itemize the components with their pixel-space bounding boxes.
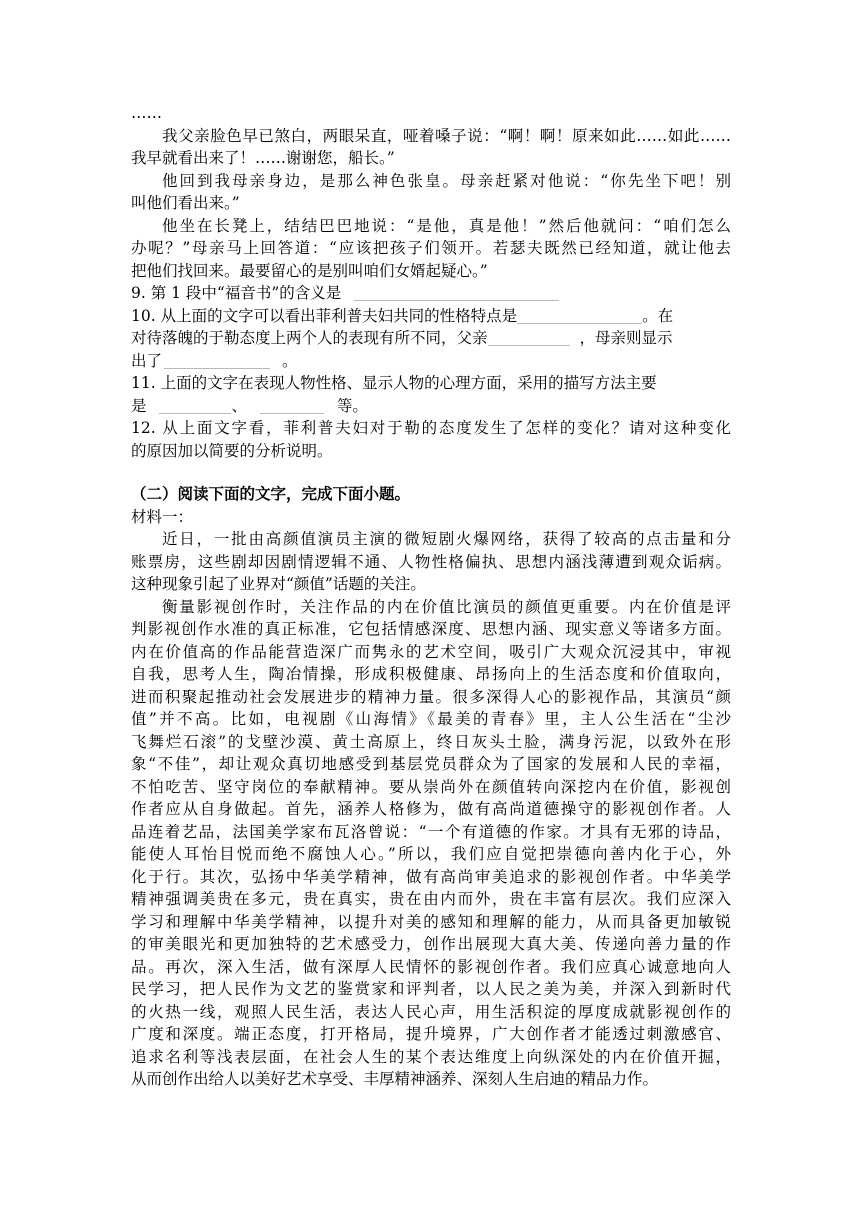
material-line: 衡量影视创作时，关注作品的内在价值比演员的颜值更重要。内在价值是评 <box>162 597 731 616</box>
answer-blank-q9[interactable] <box>354 284 559 301</box>
answer-blank-q11-method-1[interactable] <box>159 397 231 414</box>
section-title: （二）阅读下面的文字，完成下面小题。 <box>131 484 411 503</box>
material-line: 化于行。其次，弘扬中华美学精神，做有高尚审美追求的影视创作者。中华美学 <box>131 867 731 886</box>
question-9 <box>131 282 731 305</box>
answer-blank-q11-method-2[interactable] <box>260 397 324 414</box>
question-11-text: 是 <box>131 396 147 415</box>
question-10-text: 。 <box>282 351 298 370</box>
question-11: 11. 上面的文字在表现人物性格、显示人物的心理方面，采用的描写方法主要 <box>131 374 657 392</box>
story-paragraph-1: 我父亲脸色早已煞白，两眼呆直，哑着嗓子说：“啊！啊！原来如此……如此…… <box>162 126 731 145</box>
document-page <box>131 102 731 1091</box>
material-line: 作者应从自身做起。首先，涵养人格修为，做有高尚道德操守的影视创作者。人 <box>131 800 731 818</box>
story-paragraph-3: 他坐在长凳上，结结巴巴地说：“是他，真是他！”然后他就问：“咱们怎么 <box>162 216 731 235</box>
material-line: 的火热一线，观照人民生活，表达人民心声，用生活积淀的厚度成就影视创作的 <box>131 1002 731 1021</box>
question-10-text: 。在 <box>642 306 674 325</box>
material-line: 品连着艺品，法国美学家布瓦洛曾说：“一个有道德的作家。才具有无邪的诗品， <box>131 822 731 841</box>
material-line: 民学习，把人民作为文艺的鉴赏家和评判者，以人民之美为美，并深入到新时代 <box>131 980 731 998</box>
material-line: 这种现象引起了业界对“颜值”话题的关注。 <box>131 575 426 593</box>
question-10-end <box>131 350 731 373</box>
question-12: 12. 从上面文字看，菲利普夫妇对于勒的态度发生了怎样的变化？请对这种变化 <box>131 419 731 437</box>
material-line: 进而积聚起推动社会发展进步的精神力量。很多深得人心的影视作品，其演员“颜 <box>131 687 731 706</box>
material-line: 品。再次，深入生活，做有深厚人民情怀的影视创作者。我们应真心诚意地向人 <box>131 957 731 976</box>
material-line: 精神强调美贵在多元，贵在真实，贵在由内而外，贵在丰富有层次。我们应深入 <box>131 890 731 908</box>
material-line: 广度和深度。端正态度，打开格局，提升境界，广大创作者才能透过刺激感官、 <box>131 1025 731 1043</box>
material-line: 追求名利等浅表层面，在社会人生的某个表达维度上向纵深处的内在价值开掘， <box>131 1047 731 1066</box>
story-paragraph-1-cont: 我早就看出来了！……谢谢您，船长。” <box>131 149 395 167</box>
material-line: 能使人耳怡目悦而绝不腐蚀人心。”所以，我们应自觉把崇德向善内化于心，外 <box>131 845 731 863</box>
question-9-text: 9. 第 1 段中“福音书”的含义是 <box>131 284 342 302</box>
material-line: 飞舞烂石滚”的戈壁沙漠、黄土高原上，终日灰头土脸，满身污泥，以致外在形 <box>131 732 731 751</box>
material-line: 近日，一批由高颜值演员主演的微短剧火爆网络，获得了较高的点击量和分 <box>162 530 731 548</box>
question-10-text: 10. 从上面的文字可以看出菲利普夫妇共同的性格特点是 <box>131 306 518 325</box>
story-paragraph-2: 他回到我母亲身边，是那么神色张皇。母亲赶紧对他说：“你先坐下吧！别 <box>162 171 731 190</box>
answer-blank-q10-trait[interactable] <box>517 307 642 324</box>
material-line: 不怕吃苦、坚守岗位的奉献精神。要从崇尚外在颜值转向深挖内在价值，影视创 <box>131 777 731 796</box>
material-line: 学习和理解中华美学精神，以提升对美的感知和理解的能力，从而具备更加敏锐 <box>131 912 731 931</box>
question-10-text: ，母亲则显示 <box>579 329 673 347</box>
material-line: 从而创作出给人以美好艺术享受、丰厚精神涵养、深刻人生启迪的精品力作。 <box>131 1070 659 1088</box>
material-line: 值”并不高。比如，电视剧《山海情》《最美的青春》里，主人公生活在“尘沙 <box>131 710 731 728</box>
material-line: 账票房，这些剧却因剧情逻辑不通、人物性格偏执、思想内涵浅薄遭到观众诟病。 <box>131 552 731 571</box>
material-line: 判影视创作水准的真正标准，它包括情感深度、思想内涵、现实意义等诸多方面。 <box>131 620 731 638</box>
material-line: 的审美眼光和更加独特的艺术感受力，创作出展现大真大美、传递向善力量的作 <box>131 935 731 953</box>
story-paragraph-2-cont: 叫他们看出来。” <box>131 194 240 212</box>
story-paragraph-3-cont: 办呢？”母亲马上回答道：“应该把孩子们领开。若瑟夫既然已经知道，就让他去 <box>131 239 731 257</box>
question-11-text: 、 <box>231 396 247 415</box>
question-11-text: 等。 <box>336 396 368 415</box>
question-10-text: 出了 <box>131 351 163 370</box>
answer-blank-q10-mother[interactable] <box>164 352 270 369</box>
question-10-cont <box>131 327 731 350</box>
ellipsis-line: …… <box>131 104 162 122</box>
material-label: 材料一： <box>131 507 194 526</box>
question-10-text: 对待落魄的于勒态度上两个人的表现有所不同，父亲 <box>131 329 488 347</box>
question-12-cont: 的原因加以简要的分析说明。 <box>131 441 333 460</box>
material-text <box>131 528 731 1091</box>
question-10 <box>131 305 731 328</box>
story-paragraph-3-end: 把他们找回来。最要留心的是别叫咱们女婿起疑心。” <box>131 261 488 280</box>
material-line: 内在价值高的作品能营造深广而隽永的艺术空间，吸引广大观众沉浸其中，审视 <box>131 642 731 661</box>
material-line: 自我，思考人生，陶冶情操，形成积极健康、昂扬向上的生活态度和价值取向， <box>131 665 731 683</box>
question-11-cont <box>131 395 731 418</box>
answer-blank-q10-father[interactable] <box>488 329 570 346</box>
material-line: 象“不佳”，却让观众真切地感受到基层党员群众为了国家的发展和人民的幸福， <box>131 755 731 773</box>
